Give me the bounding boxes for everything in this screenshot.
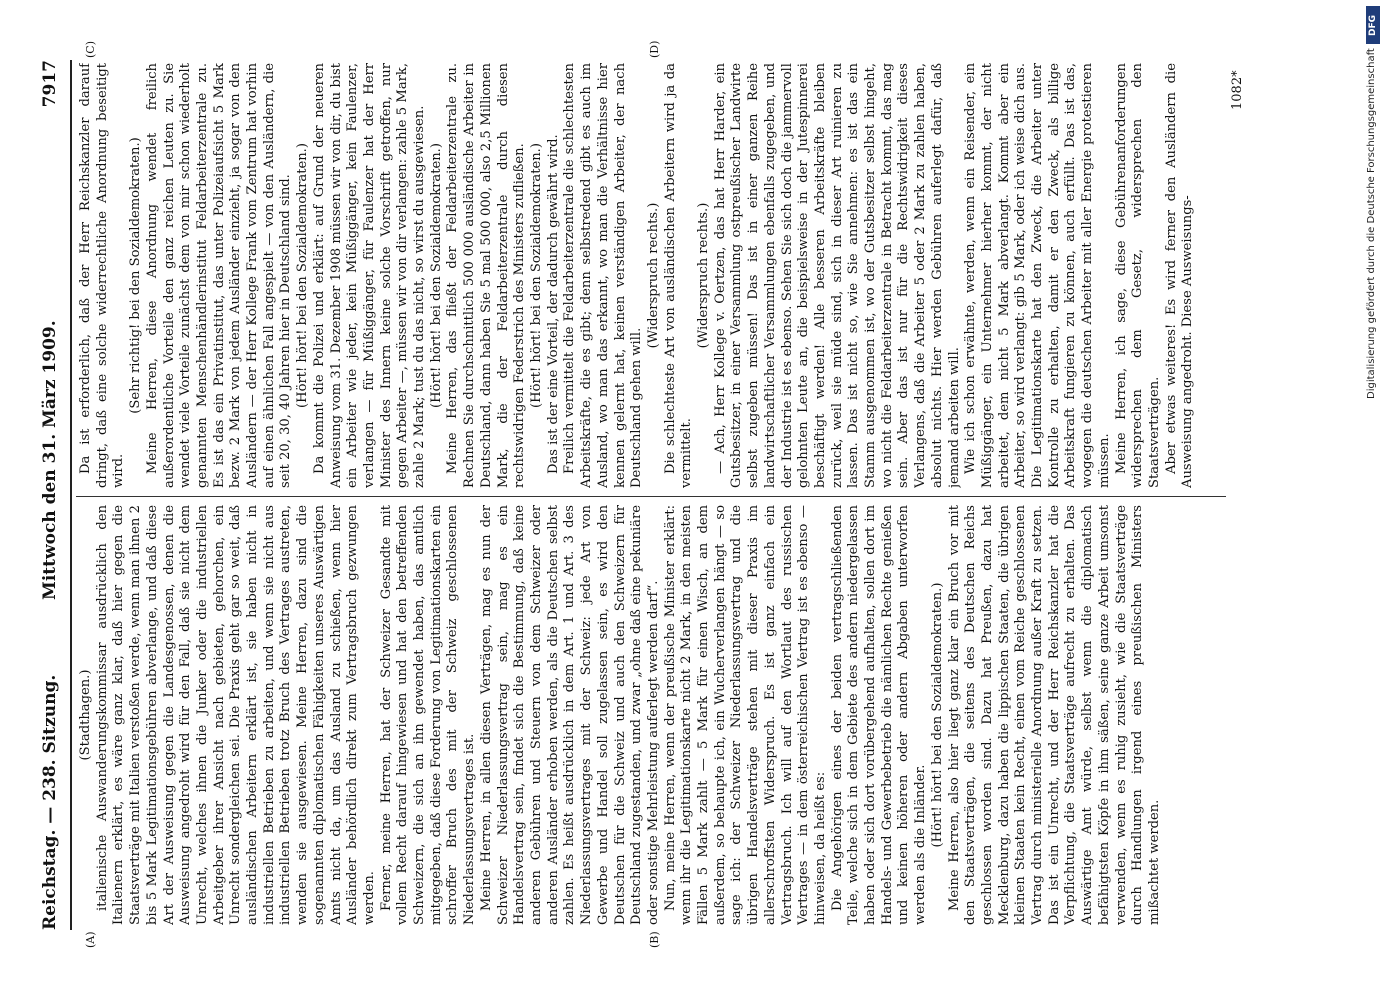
column-divider [76,496,1226,497]
paragraph: Da kommt die Polizei und erklärt: auf Grund der neueren Anweisung vom 31. Dezember 1908 müssen wir von dir, du bist ein Arbeiter wie jeder, kein Müßiggänger, kein Faulenzer, verlangen — für Müßiggänger, für Faulenzer hat der Herr Minister des Innern keine solche Vorschrift getroffen, nur gegen Arbeiter —, müssen wir von dir verlangen: zahle 5 Mark, zahle 2 Mark; tust du das nicht, so wirst du ausgewiesen. [311,63,428,488]
paragraph: Wie ich schon erwähnte, werden, wenn ein Reisender, ein Müßiggänger, ein Unternehmer hierher kommt, der nicht arbeitet, dem nicht 5 Mark abverlangt. Kommt aber ein Arbeiter, so wird verlangt: gib 5 Mark, oder ich weise dich aus. Die Legitimationskarte hat den Zweck, die Arbeiter unter Kontrolle zu erhalten, damit er den Zweck, als billige Arbeitskraft fungieren zu können, auch erfüllt. Das ist das, wogegen die deutschen Arbeiter mit aller Energie protestieren müssen. [963,63,1112,488]
interjection: (Hört! hört! bei den Sozialdemokraten.) [528,143,544,408]
header-rule [70,60,72,930]
header-date: Mittwoch den 31. März 1909. [40,320,60,600]
interjection: (Widerspruch rechts.) [645,202,661,349]
paragraph: — Ach, Herr Kollege v. Oertzen, das hat Herr Harder, ein Gutsbesitzer, in einer Versammlung ostpreußischer Landwirte selbst zugeben müssen! Das ist in einer ganzen Reihe landwirtschaftlicher Versammlungen ebenfalls zugegeben, und der Industrie ist es ebenso. Sehen Sie sich doch die jammervoll gelohnten Leute an, die beispielsweise in der Jutespinnerei beschäftigt werden! Alle besseren Arbeitskräfte bleiben zurück, weil sie müde sind, sich in dieser Art ruinieren zu lassen. Das ist nicht so, wie Sie annehmen: es ist das ein Stamm ausgenommen ist, wo der Gutsbesitzer selbst hingeht, wo nicht die Feldarbeiterzentrale in Betracht kommt, das mag sein. Aber das ist nur für die Rechtswidrigkeit dieses Verlangens, daß die Arbeiter 5 oder 2 Mark zu zahlen haben, absolut nichts. Hier werden Gebühren auferlegt dafür, daß jemand arbeiten will. [712,63,962,488]
interjection: (Hört! hört! bei den Sozialdemokraten.) [929,582,945,848]
paragraph: Nun, meine Herren, wenn der preußische Minister erklärt: wenn ihr die Legitimationskarte nicht 2 Mark, in den meisten Fällen 5 Mark zahlt — 5 Mark für einen Wisch, an dem außerdem, so behaupte ich, ein Wucherverlangen hängt — so sage ich: der Schweizer Niederlassungsvertrag und die übrigen Handelsverträge stehen mit dieser Praxis im allerschroffsten Widerspruch. Es ist ganz einfach ein Vertragsbruch. Ich will auf den Wortlaut des russischen Vertrages — in dem österreichischen Vertrag ist es ebenso — hinweisen, da heißt es: [662,505,828,925]
right-column [78,63,1223,488]
interjection: (Sehr richtig! bei den Sozialdemokraten.) [128,137,144,414]
paragraph: italienische Auswanderungskommissar ausdrücklich den Italienern erklärt, es wäre ganz klar, daß hier gegen die Staatsverträge mit Italien verstoßen werde, wenn man ihnen 2 bis 5 Mark Legitimationsgebühren abverlange, und daß diese Art der Ausweisung gegen die Landesgenossen, denen die Ausweisung angedroht wird für den Fall, daß sie nicht dem Unrecht, welches ihnen die Junker oder die industriellen Arbeitgeber ihrer Ansicht nach gebieten, gehorchen, ein Unrecht sondergleichen sei. Die Praxis geht gar so weit, daß ausländischen Arbeitern erklärt ist, sie haben nicht in industriellen Betrieben zu arbeiten, und wenn sie nicht aus industriellen Betrieben trotz Bruch des Vertrages austreten, wenden sie ausgewiesen. Meine Herren, dazu sind die sogenannten diplomatischen Fähigkeiten unseres Auswärtigen Amts nicht da, um das Ausland zu schießen, wenn hier Ausländer behördlich direkt zum Vertragsbruch gezwungen werden. [94,505,377,925]
footer-number: 1082* [1230,70,1245,110]
digitization-credit: Digitalisierung gefördert durch die Deutsche Forschungsgemeinschaft [1366,48,1377,399]
paragraph: Meine Herren, in allen diesen Verträgen, mag es nun der Schweizer Niederlassungsvertrag sein, mag es ein Handelsvertrag sein, findet sich die Bestimmung, daß keine anderen Gebühren und Steuern von dem Schweizer oder anderen Ausländer erhoben werden, als die Deutschen selbst zahlen. Es heißt ausdrücklich in dem Art. 1 und Art. 3 des Niederlassungsvertrages mit der Schweiz: jede Art von Gewerbe und Handel soll zugelassen sein, es wird den Deutschen für die Schweiz und auch den Schweizern für Deutschland zugestanden, und zwar „ohne daß eine pekuniäre oder sonstige Mehrleistung auferlegt werden darf“. [478,505,661,925]
speaker-note: (Stadthagen.) [78,669,93,761]
interjection: (Widerspruch rechts.) [696,202,712,349]
paragraph: Aber etwas weiteres! Es wird ferner den Ausländern die Ausweisung angedroht. Diese Ausweisungs- [1163,63,1196,488]
quote-paragraph: Die Angehörigen eines der beiden vertragschließenden Teile, welche sich in dem Gebiete des andern niedergelassen haben oder sich dort vorübergehend aufhalten, sollen dort im Handels- und Gewerbebetrieb die nämlichen Rechte genießen und keinen höheren oder andern Abgaben unterworfen werden als die Inländer. [829,505,929,925]
interjection: (Hört! hört! bei den Sozialdemokraten.) [295,143,311,408]
interjection: (Hört! hört! bei den Sozialdemokraten.) [428,143,444,408]
page-header [40,60,68,930]
margin-mark-d: (D) [648,40,661,58]
margin-mark-c: (C) [84,41,97,58]
paragraph: Freilich vermittelt die Feldarbeiterzentrale die schlechtesten Arbeitskräfte, die es gibt; denn selbstredend gibt es auch im Ausland, wo man das erkannt, wo man die Verhältnisse hier kennen gelernt hat, keinen verständigen Arbeiter, der nach Deutschland gehen will. [562,63,645,488]
paragraph: Meine Herren, ich sage, diese Gebührenanforderungen widersprechen dem Gesetz, widersprechen den Staatsverträgen. [1113,63,1162,488]
paragraph: Meine Herren, diese Anordnung wendet freilich außerordentliche Vorteile den ganz reichen Leuten zu. Sie wendet viele Vorteile zunächst dem von mir schon wiederholt genannten Menschenhändlerinstitut Feldarbeiterzentrale zu. Es ist das ein Privatinstitut, das unter Polizeiaufsicht 5 Mark bezw. 2 Mark von jedem Ausländer einzieht, ja sogar von den Ausländern — der Herr Kollege Frank vom Zentrum hat vorhin auf einen ähnlichen Fall angespielt — von den Ausländern, die seit 20, 30, 40 Jahren hier in Deutschland sind. [144,63,294,488]
dfg-logo-badge: DFG [1366,6,1380,44]
paragraph: Da ist erforderlich, daß der Herr Reichskanzler darauf dringt, daß eine solche widerrechtliche Anordnung beseitigt wird. [78,63,127,488]
header-left: Reichstag. — 238. Sitzung. [40,674,60,930]
paragraph: Die schlechteste Art von ausländischen Arbeitern wird ja da vermittelt. [662,63,695,488]
page-number: 7917 [40,60,60,108]
margin-mark-a: (A) [84,931,97,948]
paragraph: Das ist der eine Vorteil, der dadurch gewährt wird. [545,134,561,474]
paragraph: Meine Herren, also hier liegt ganz klar ein Bruch vor mit den Staatsverträgen, die seitens des Deutschen Reichs geschlossen worden sind. Dazu hat Preußen, dazu hat Mecklenburg, dazu haben die lippischen Staaten, die übrigen kleinen Staaten kein Recht, einen vom Reiche geschlossenen Vertrag durch ministerielle Anordnung außer Kraft zu setzen. Das ist ein Unrecht, und der Herr Reichskanzler hat die Verpflichtung, die Staatsverträge aufrecht zu erhalten. Das Auswärtige Amt würde, selbst wenn die diplomatisch befähigtsten Köpfe in ihm säßen, seine ganze Arbeit umsonst verwenden, wenn es ruhig zusieht, wie die Staatsverträge durch Handlungen irgend eines preußischen Ministers mißachtet werden. [946,505,1162,925]
paragraph: Ferner, meine Herren, hat der Schweizer Gesandte mit vollem Recht darauf hingewiesen und hat den betreffenden Schweizern, die sich an ihn gewendet haben, das amtlich mitgegeben, daß diese Forderung von Legitimationskarten ein schroffer Bruch des mit der Schweiz geschlossenen Niederlassungsvertrages ist. [378,505,478,925]
paragraph: Meine Herren, das fließt der Feldarbeiterzentrale zu. Rechnen Sie durchschnittlich 500 000 ausländische Arbeiter in Deutschland, dann haben Sie 5 mal 500 000, also 2,5 Millionen Mark, die der Feldarbeiterzentrale durch diesen rechtswidrigen Federstrich des Ministers zufließen. [445,63,528,488]
left-column [78,505,1223,925]
margin-mark-b: (B) [648,931,661,948]
